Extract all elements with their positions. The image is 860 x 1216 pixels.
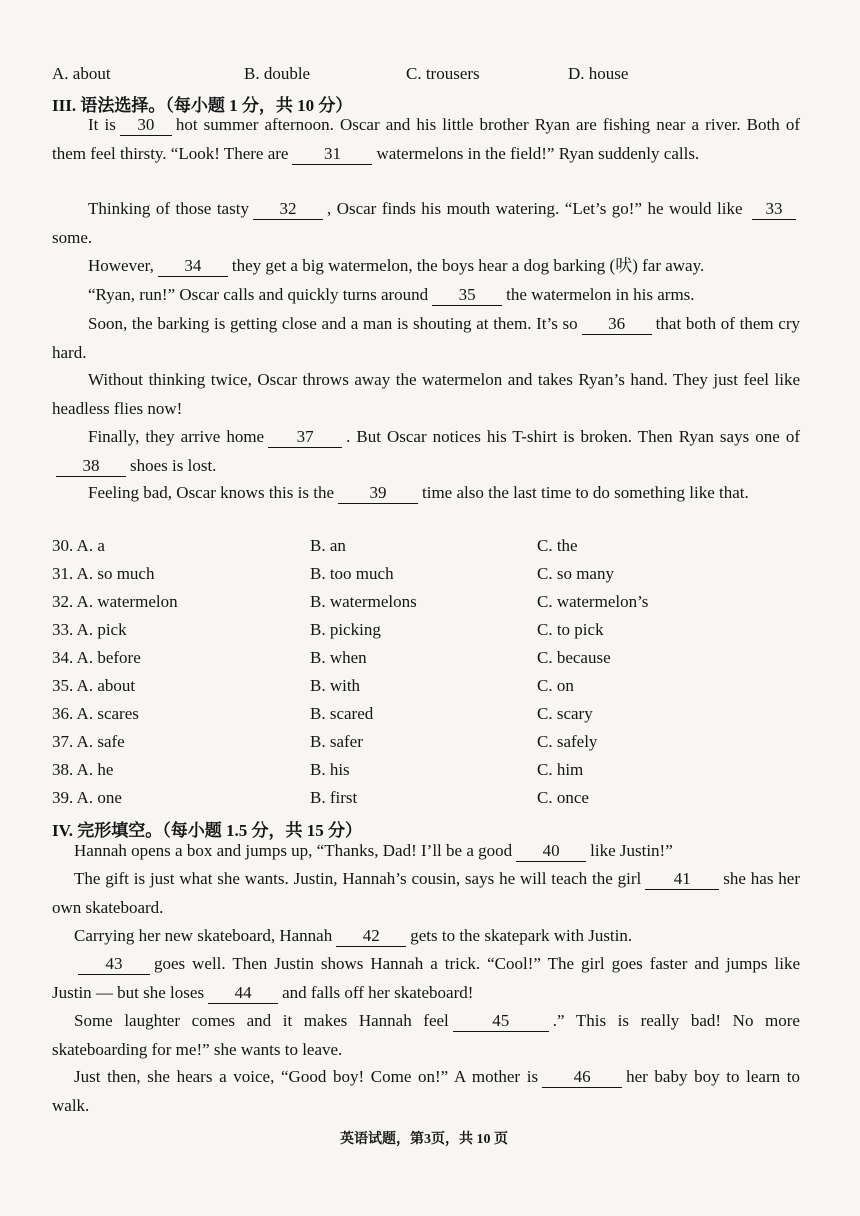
blank-41: 41 bbox=[645, 869, 719, 890]
q29-option-b: B. double bbox=[244, 64, 311, 83]
option-35-a: 35. A. about bbox=[52, 676, 136, 695]
option-36-a: 36. A. scares bbox=[52, 704, 139, 723]
passage-3-para-5: Soon, the barking is getting close and a man is shouting at them. It’s so 36 that both of them cry hard. bbox=[52, 314, 801, 362]
q29-option-c: C. trousers bbox=[406, 64, 480, 83]
option-31-c: C. so many bbox=[537, 564, 614, 583]
page-footer: 英语试题，第3页，共 10 页 bbox=[340, 1132, 508, 1147]
option-32-a: 32. A. watermelon bbox=[52, 592, 178, 611]
option-30-a: 30. A. a bbox=[52, 536, 105, 555]
blank-33: 33 bbox=[752, 199, 796, 220]
option-32-c: C. watermelon’s bbox=[537, 592, 649, 611]
option-37-c: C. safely bbox=[537, 732, 598, 751]
option-37-a: 37. A. safe bbox=[52, 732, 125, 751]
passage-3-para-2: Thinking of those tasty 32 , Oscar finds his mouth watering. “Let’s go!” he would like 33some. bbox=[52, 195, 800, 252]
passage-3-para-6: Without thinking twice, Oscar throws away the watermelon and takes Ryan’s hand. They just feel like headless flies now! bbox=[52, 370, 800, 418]
passage-3-para-4: “Ryan, run!” Oscar calls and quickly turns around 35 the watermelon in his arms. bbox=[88, 285, 695, 304]
option-35-c: C. on bbox=[537, 676, 574, 695]
passage-4-para-6: Just then, she hears a voice, “Good boy! Come on!” A mother is 46 her baby boy to learn to walk. bbox=[52, 1067, 800, 1115]
passage-3-para-8: Feeling bad, Oscar knows this is the 39 time also the last time to do something like that. bbox=[88, 483, 749, 502]
option-33-c: C. to pick bbox=[537, 620, 604, 639]
option-32-b: B. watermelons bbox=[310, 592, 417, 611]
passage-4-para-4: 43 goes well. Then Justin shows Hannah a trick. “Cool!” The girl goes faster and jumps like Justin — but she loses 44 and falls off her skateboard! bbox=[52, 954, 800, 1002]
option-31-a: 31. A. so much bbox=[52, 564, 155, 583]
blank-44: 44 bbox=[208, 983, 278, 1004]
q29-option-a: A. about bbox=[52, 64, 111, 83]
option-38-a: 38. A. he bbox=[52, 760, 114, 779]
blank-36: 36 bbox=[582, 314, 652, 335]
option-38-c: C. him bbox=[537, 760, 584, 779]
section-3-title: III. 语法选择。（每小题 1 分，共 10 分） bbox=[52, 96, 353, 115]
option-34-b: B. when bbox=[310, 648, 367, 667]
blank-34: 34 bbox=[158, 256, 228, 277]
passage-3-para-7: Finally, they arrive home 37 . But Oscar notices his T-shirt is broken. Then Ryan says one of38 shoes is lost. bbox=[52, 423, 800, 480]
option-36-c: C. scary bbox=[537, 704, 593, 723]
passage-4-para-2: The gift is just what she wants. Justin, Hannah’s cousin, says he will teach the girl 41 she has her own skateboard. bbox=[52, 869, 801, 917]
blank-37: 37 bbox=[268, 427, 342, 448]
option-38-b: B. his bbox=[310, 760, 350, 779]
blank-35: 35 bbox=[432, 285, 502, 306]
passage-3-para-1: It is 30 hot summer afternoon. Oscar and his little brother Ryan are fishing near a river. Both of them feel thirsty. “Look! There are 31 watermelons in the field!” Ryan suddenly calls. bbox=[52, 115, 800, 163]
option-39-c: C. once bbox=[537, 788, 589, 807]
blank-38: 38 bbox=[56, 456, 126, 477]
passage-4-para-1: Hannah opens a box and jumps up, “Thanks, Dad! I’ll be a good 40 like Justin!” bbox=[74, 841, 673, 860]
option-30-c: C. the bbox=[537, 536, 578, 555]
option-35-b: B. with bbox=[310, 676, 361, 695]
passage-4-para-3: Carrying her new skateboard, Hannah 42 gets to the skatepark with Justin. bbox=[74, 926, 633, 945]
blank-40: 40 bbox=[516, 841, 586, 862]
option-33-b: B. picking bbox=[310, 620, 381, 639]
option-37-b: B. safer bbox=[310, 732, 363, 751]
option-33-a: 33. A. pick bbox=[52, 620, 127, 639]
blank-39: 39 bbox=[338, 483, 418, 504]
blank-32: 32 bbox=[253, 199, 323, 220]
passage-3-para-3: However, 34 they get a big watermelon, the boys hear a dog barking (吠) far away. bbox=[88, 256, 705, 275]
option-30-b: B. an bbox=[310, 536, 346, 555]
option-39-b: B. first bbox=[310, 788, 358, 807]
option-39-a: 39. A. one bbox=[52, 788, 122, 807]
blank-30: 30 bbox=[120, 115, 172, 136]
blank-43: 43 bbox=[78, 954, 150, 975]
section-4-title: IV. 完形填空。（每小题 1.5 分，共 15 分） bbox=[52, 821, 362, 840]
option-34-c: C. because bbox=[537, 648, 611, 667]
option-31-b: B. too much bbox=[310, 564, 394, 583]
q29-option-d: D. house bbox=[568, 64, 629, 83]
blank-46: 46 bbox=[542, 1067, 622, 1088]
blank-45: 45 bbox=[453, 1011, 549, 1032]
passage-4-para-5: Some laughter comes and it makes Hannah feel 45 .” This is really bad! No more skateboarding for me!” she wants to leave. bbox=[52, 1011, 800, 1059]
option-34-a: 34. A. before bbox=[52, 648, 141, 667]
option-36-b: B. scared bbox=[310, 704, 374, 723]
blank-42: 42 bbox=[336, 926, 406, 947]
blank-31: 31 bbox=[292, 144, 372, 165]
